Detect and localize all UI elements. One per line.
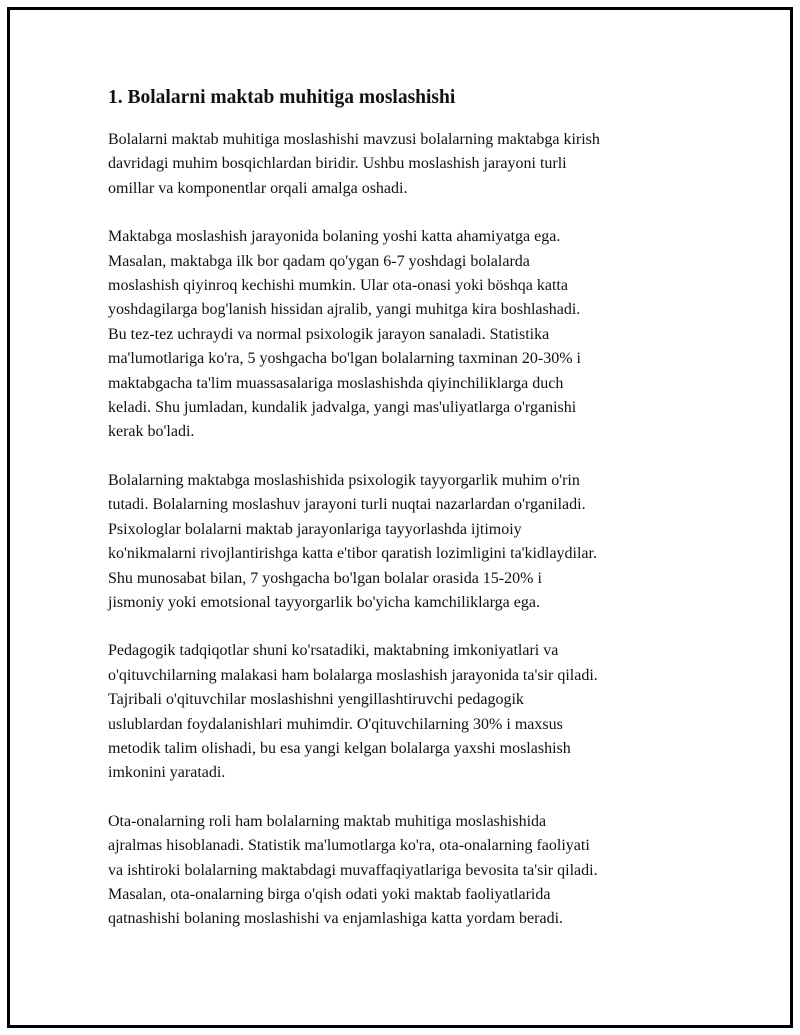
paragraph-parents-role: Ota-onalarning roli ham bolalarning maktab muhitiga moslashishida ajralmas hisoblanadi. Statistik ma'lumotlarga ko'ra, ota-onalarning faoliyati va ishtiroki bolalarning maktabdagi muvaffaqiyatlariga bevosita ta'sir qiladi. Masalan, ota-onalarning birga o'qish odati yoki maktab faoliyatlarida qatnashishi bolaning moslashishi va enjamlashiga katta yordam beradi. bbox=[108, 812, 598, 928]
paragraph-psychological-readiness: Bolalarning maktabga moslashishida psixologik tayyorgarlik muhim o'rin tutadi. Bolalarning moslashuv jarayoni turli nuqtai nazarlardan o'rganiladi. Psixologlar bolalarni maktab jarayonlariga tayyorlashda ijtimoiy ko'nikmalarni rivojlantirishga katta e'tibor qaratish lozimligini ta'kidlaydilar. Shu munosabat bilan, 7 yoshgacha bo'lgan bolalar orasida 15-20% i jismoniy yoki emotsional tayyorgarlik bo'yicha kamchiliklarga ega. bbox=[108, 471, 597, 611]
paragraph-age: Maktabga moslashish jarayonida bolaning yoshi katta ahamiyatga ega. Masalan, maktabga ilk bor qadam qo'ygan 6-7 yoshdagi bolalarda moslashish qiyinroq kechishi mumkin. Ular ota-onasi yoki böshqa katta yoshdagilarga bog'lanish hissidan ajralib, yangi muhitga kira boshlashadi. Bu tez-tez uchraydi va normal psixologik jarayon sanaladi. Statistika ma'lumotlariga ko'ra, 5 yoshgacha bo'lgan bolalarning taxminan 20-30% i maktabgacha ta'lim muassasalariga moslashishda qiyinchiliklarga duch keladi. Shu jumladan, kundalik jadvalga, yangi mas'uliyatlarga o'rganishi kerak bo'ladi. bbox=[108, 228, 581, 441]
paragraph-intro: Bolalarni maktab muhitiga moslashishi mavzusi bolalarning maktabga kirish davridagi muhim bosqichlardan biridir. Ushbu moslashish jarayoni turli omillar va komponentlar orqali amalga oshadi. bbox=[108, 131, 600, 197]
paragraph-pedagogical-research: Pedagogik tadqiqotlar shuni ko'rsatadiki, maktabning imkoniyatlari va o'qituvchilarning malakasi ham bolalarga moslashish jarayonida ta'sir qiladi. Tajribali o'qituvchilar moslashishni yengillashtiruvchi pedagogik uslublardan foydalanishlari muhimdir. O'qituvchilarning 30% i maxsus metodik talim olishadi, bu esa yangi kelgan bolalarga yaxshi moslashish imkonini yaratadi. bbox=[108, 642, 598, 782]
document-body bbox=[108, 86, 688, 956]
document-title: 1. Bolalarni maktab muhitiga moslashishi bbox=[108, 87, 456, 108]
